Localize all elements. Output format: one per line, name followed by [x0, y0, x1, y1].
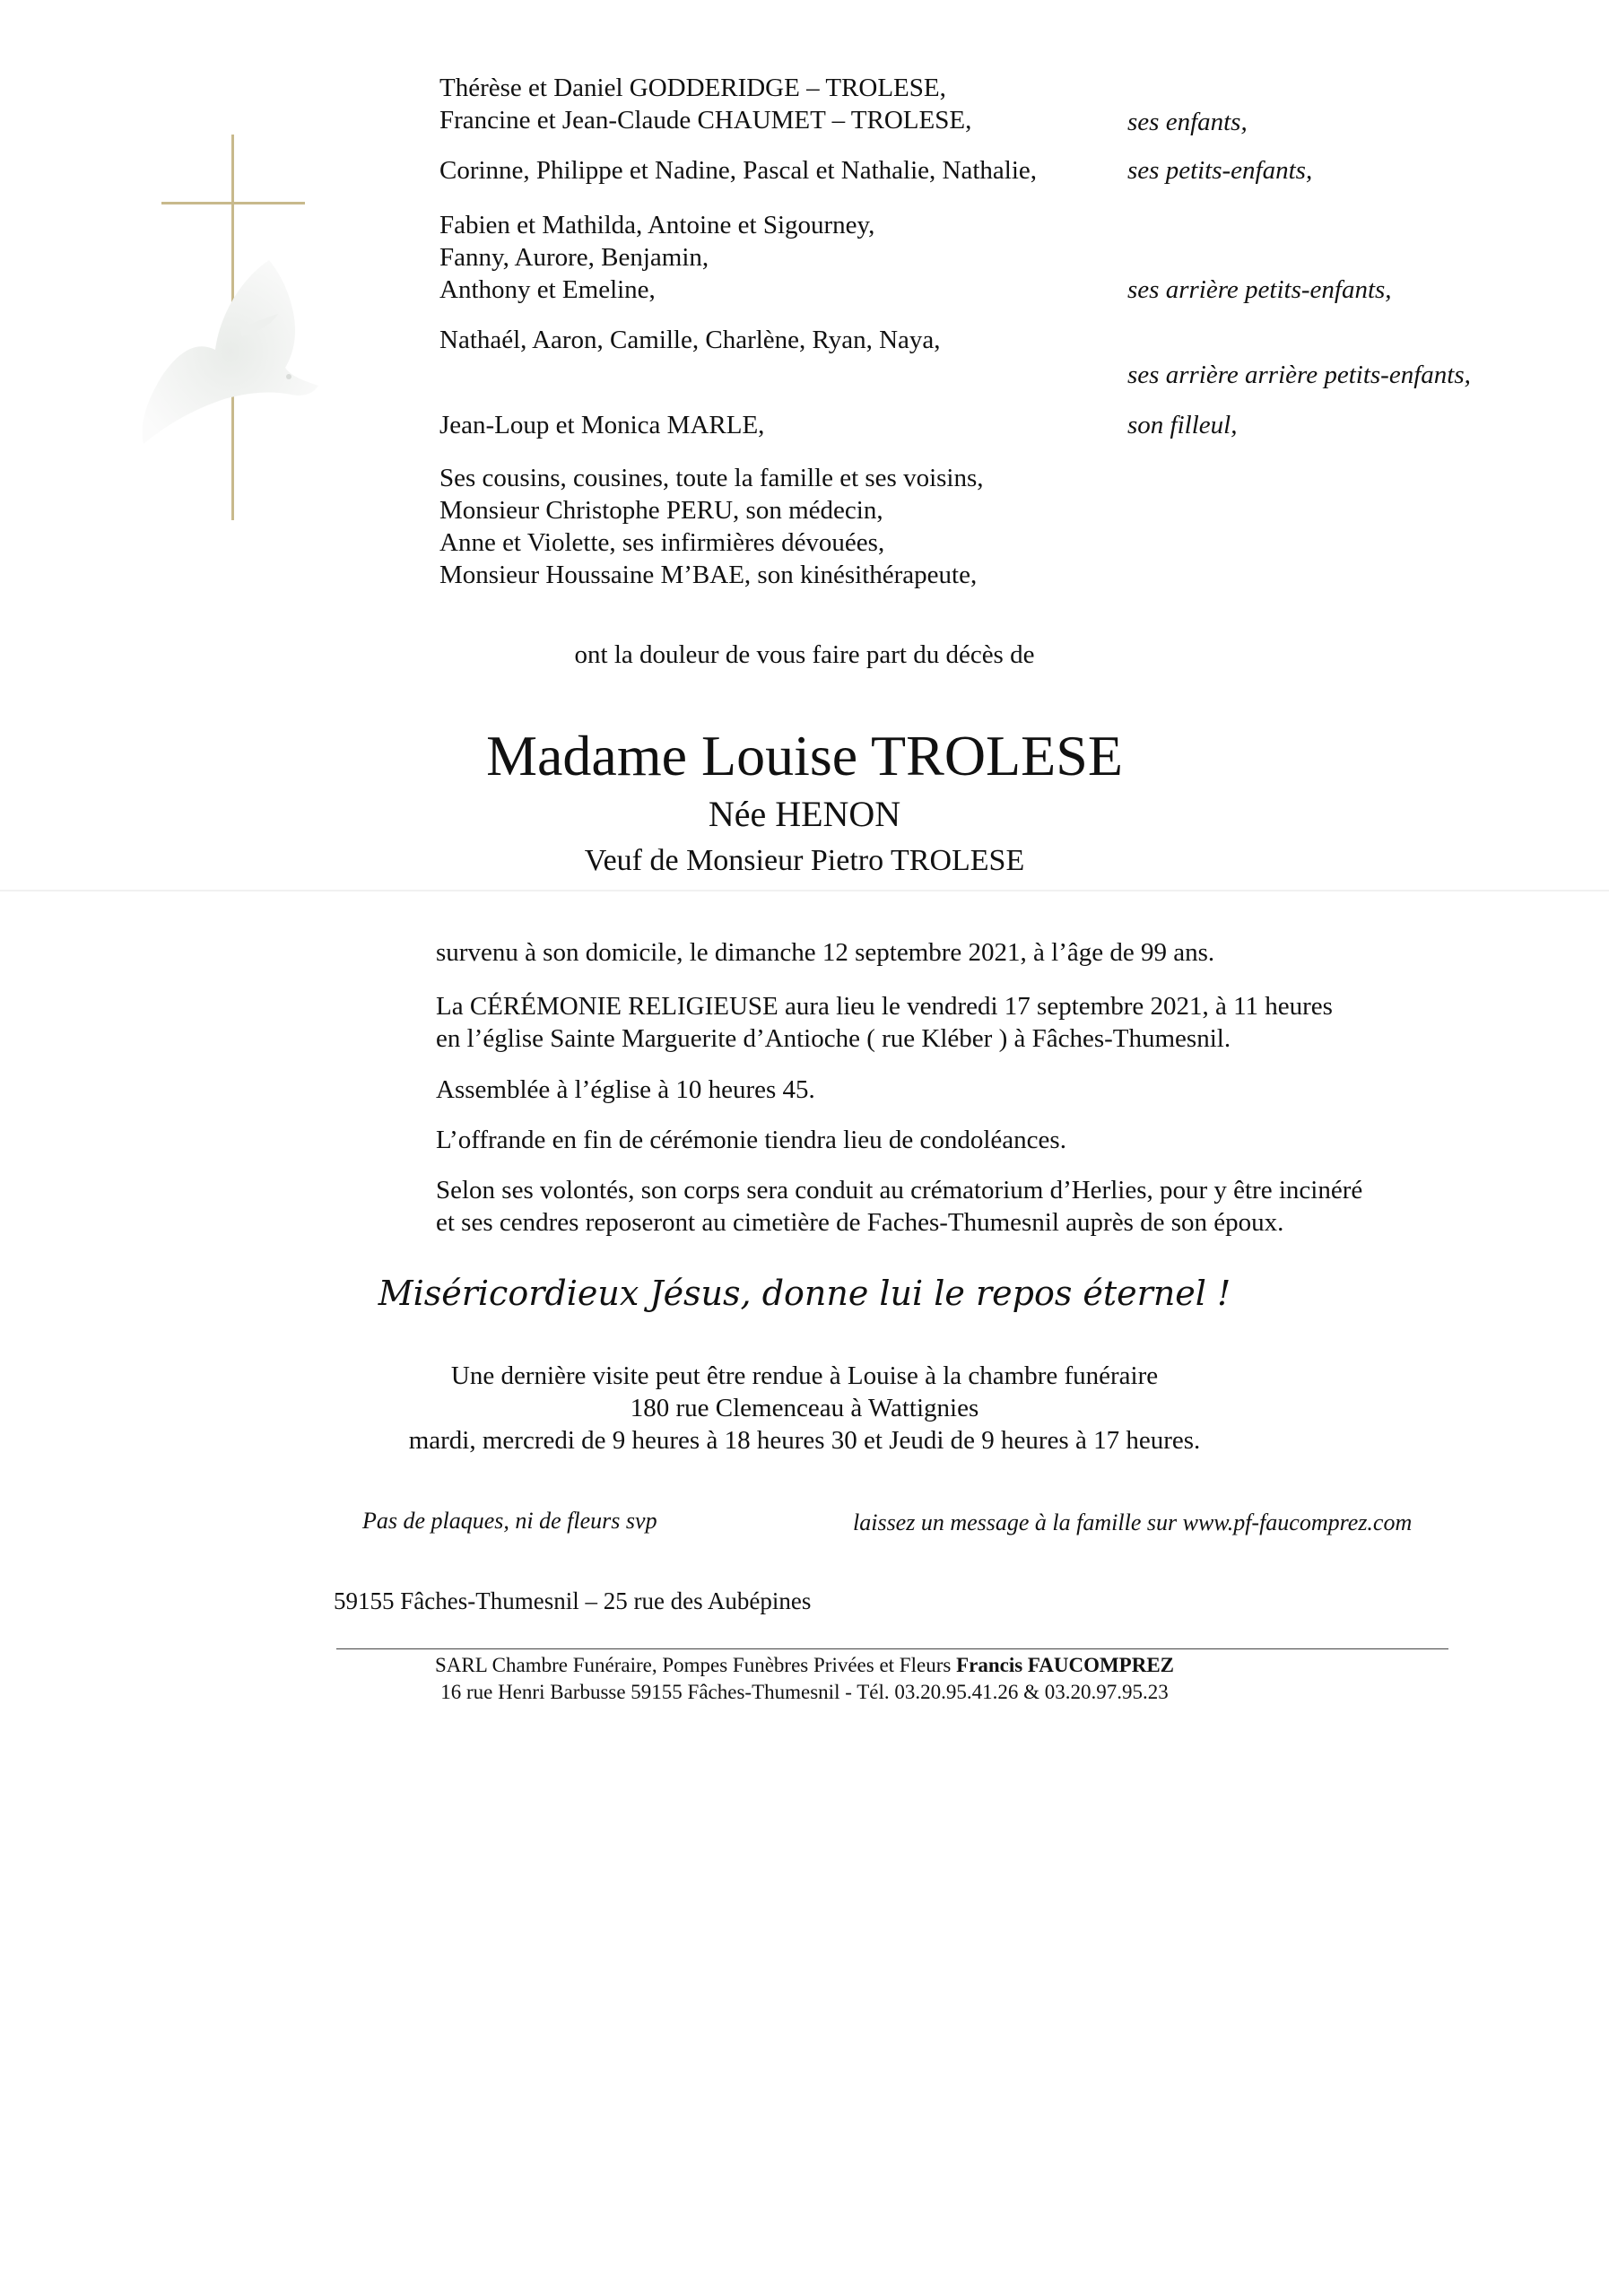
cremation-details: [436, 1174, 1362, 1239]
announcement: ont la douleur de vous faire part du décès de: [574, 640, 1035, 669]
family-address: 59155 Fâches-Thumesnil – 25 rue des Aubépines: [334, 1587, 812, 1614]
page-fold-line: [0, 890, 1609, 891]
others-line: Monsieur Christophe PERU, son médecin,: [439, 496, 883, 525]
footer-company-name: Francis FAUCOMPREZ: [956, 1654, 1175, 1676]
family-names-line: Nathaél, Aaron, Camille, Charlène, Ryan, Naya,: [439, 326, 941, 354]
family-names-line: Fabien et Mathilda, Antoine et Sigourney,: [439, 211, 875, 239]
family-names-line: Jean-Loup et Monica MARLE,: [439, 411, 765, 439]
family-names-line: Thérèse et Daniel GODDERIDGE – TROLESE,: [439, 74, 946, 102]
relation-godson: son filleul,: [1127, 411, 1238, 439]
family-names-line: Francine et Jean-Claude CHAUMET – TROLESE,: [439, 106, 972, 135]
relation-grandchildren: ses petits-enfants,: [1127, 156, 1313, 185]
family-group-grandchildren: [439, 154, 1037, 187]
visit-line: 180 rue Clemenceau à Wattignies: [630, 1394, 979, 1422]
ceremony-details: [436, 990, 1333, 1055]
ceremony-line: en l’église Sainte Marguerite d’Antioche ( rue Kléber ) à Fâches-Thumesnil.: [436, 1024, 1231, 1053]
others-line: Monsieur Houssaine M’BAE, son kinésithérapeute,: [439, 561, 978, 589]
others-line: Anne et Violette, ses infirmières dévouées,: [439, 528, 885, 557]
visit-line: mardi, mercredi de 9 heures à 18 heures 30 et Jeudi de 9 heures à 17 heures.: [408, 1426, 1201, 1455]
family-names-line: Anthony et Emeline,: [439, 275, 656, 304]
relation-great-grandchildren: ses arrière petits-enfants,: [1127, 275, 1392, 304]
no-flowers-note: Pas de plaques, ni de fleurs svp: [362, 1508, 657, 1534]
relation-great-great-grandchildren: ses arrière arrière petits-enfants,: [1127, 361, 1471, 389]
deceased-maiden-name: Née HENON: [708, 794, 901, 834]
family-group-children: [439, 72, 971, 136]
others-list: [439, 462, 984, 591]
cremation-line: et ses cendres reposeront au cimetière de Faches-Thumesnil auprès de son époux.: [436, 1208, 1284, 1237]
footer-divider: [336, 1648, 1448, 1649]
dove-icon: [135, 242, 323, 448]
deceased-widow-line: Veuf de Monsieur Pietro TROLESE: [584, 844, 1025, 877]
death-details: survenu à son domicile, le dimanche 12 septembre 2021, à l’âge de 99 ans.: [436, 938, 1215, 967]
footer: [0, 1652, 1609, 1706]
message-note: laissez un message à la famille sur www.pf-faucomprez.com: [853, 1509, 1413, 1535]
visit-line: Une dernière visite peut être rendue à Louise à la chambre funéraire: [450, 1361, 1159, 1390]
ceremony-line: La CÉRÉMONIE RELIGIEUSE aura lieu le vendredi 17 septembre 2021, à 11 heures: [436, 992, 1333, 1021]
offering-details: L’offrande en fin de cérémonie tiendra lieu de condoléances.: [436, 1126, 1066, 1154]
family-names-line: Corinne, Philippe et Nadine, Pascal et Nathalie, Nathalie,: [439, 156, 1037, 185]
others-line: Ses cousins, cousines, toute la famille et ses voisins,: [439, 464, 984, 492]
assembly-details: Assemblée à l’église à 10 heures 45.: [436, 1075, 815, 1104]
prayer: Miséricordieux Jésus, donne lui le repos éternel !: [378, 1274, 1231, 1313]
family-names-line: Fanny, Aurore, Benjamin,: [439, 243, 709, 272]
footer-company-prefix: SARL Chambre Funéraire, Pompes Funèbres Privées et Fleurs: [434, 1654, 952, 1676]
visit-info: [0, 1360, 1609, 1457]
deceased-name: Madame Louise TROLESE: [486, 724, 1123, 787]
cremation-line: Selon ses volontés, son corps sera conduit au crématorium d’Herlies, pour y être incinéré: [436, 1176, 1363, 1205]
footer-contact-line: 16 rue Henri Barbusse 59155 Fâches-Thumesnil - Tél. 03.20.95.41.26 & 03.20.97.95.23: [440, 1681, 1169, 1703]
family-group-godson: [439, 409, 764, 441]
footer-company-line: [0, 1652, 1609, 1679]
family-group-great-grandchildren: [439, 209, 874, 306]
family-group-great-great-grandchildren: [439, 324, 941, 356]
relation-children: ses enfants,: [1127, 108, 1248, 136]
